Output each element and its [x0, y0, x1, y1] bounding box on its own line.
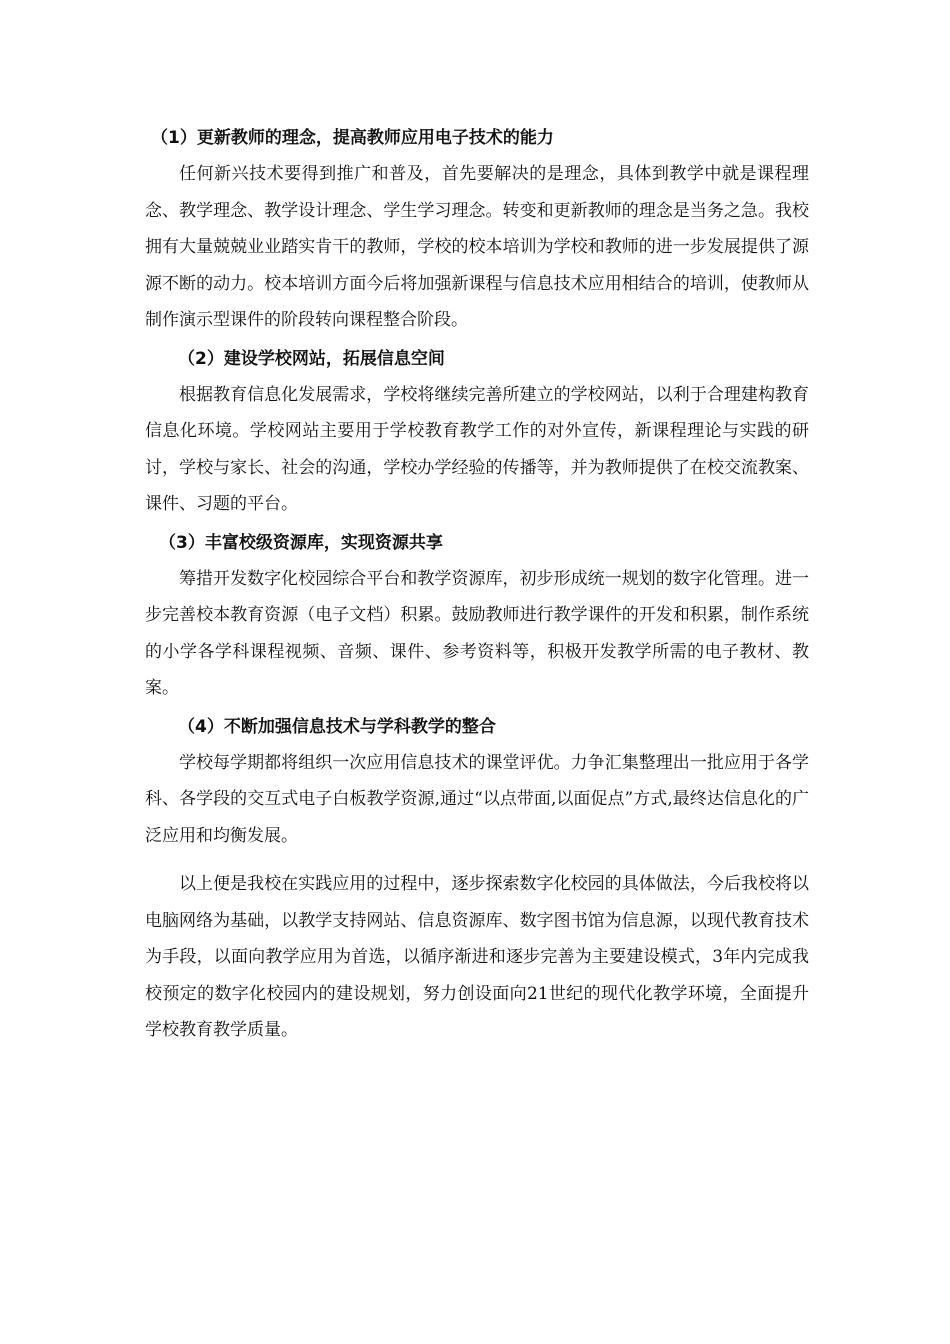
- section-body-4: 学校每学期都将组织一次应用信息技术的课堂评优。力争汇集整理出一批应用于各学科、各学段的交互式电子白板教学资源,通过“以点带面,以面促点”方式,最终达信息化的广泛应用和均衡发展。: [145, 752, 809, 846]
- section-heading-3: （3）丰富校级资源库，实现资源共享: [159, 532, 443, 553]
- section-heading-4: （4）不断加强信息技术与学科教学的整合: [178, 716, 496, 737]
- section-heading-2: （2）建设学校网站，拓展信息空间: [178, 348, 445, 369]
- conclusion-paragraph: 以上便是我校在实践应用的过程中，逐步探索数字化校园的具体做法，今后我校将以电脑网络为基础，以教学支持网站、信息资源库、数字图书馆为信息源，以现代教育技术为手段，以面向教学应用为首选，以循序渐进和逐步完善为主要建设模式，3年内完成我校预定的数字化校园内的建设规划，努力创设面向21世纪的现代化教学环境，全面提升学校教育教学质量。: [145, 874, 809, 1040]
- section-body-1: 任何新兴技术要得到推广和普及，首先要解决的是理念，具体到教学中就是课程理念、教学理念、教学设计理念、学生学习理念。转变和更新教师的理念是当务之急。我校拥有大量兢兢业业踏实肯干的教师，学校的校本培训为学校和教师的进一步发展提供了源源不断的动力。校本培训方面今后将加强新课程与信息技术应用相结合的培训，使教师从制作演示型课件的阶段转向课程整合阶段。: [145, 164, 809, 330]
- document-page: [145, 126, 809, 1049]
- section-body-2: 根据教育信息化发展需求，学校将继续完善所建立的学校网站，以利于合理建构教育信息化环境。学校网站主要用于学校教育教学工作的对外宣传，新课程理论与实践的研讨，学校与家长、社会的沟通，学校办学经验的传播等，并为教师提供了在校交流教案、课件、习题的平台。: [145, 384, 809, 514]
- section-body-3: 筹措开发数字化校园综合平台和教学资源库，初步形成统一规划的数字化管理。进一步完善校本教育资源（电子文档）积累。鼓励教师进行教学课件的开发和积累，制作系统的小学各学科课程视频、音频、课件、参考资料等，积极开发教学所需的电子教材、教案。: [145, 568, 809, 698]
- section-heading-1: （1）更新教师的理念，提高教师应用电子技术的能力: [151, 128, 554, 148]
